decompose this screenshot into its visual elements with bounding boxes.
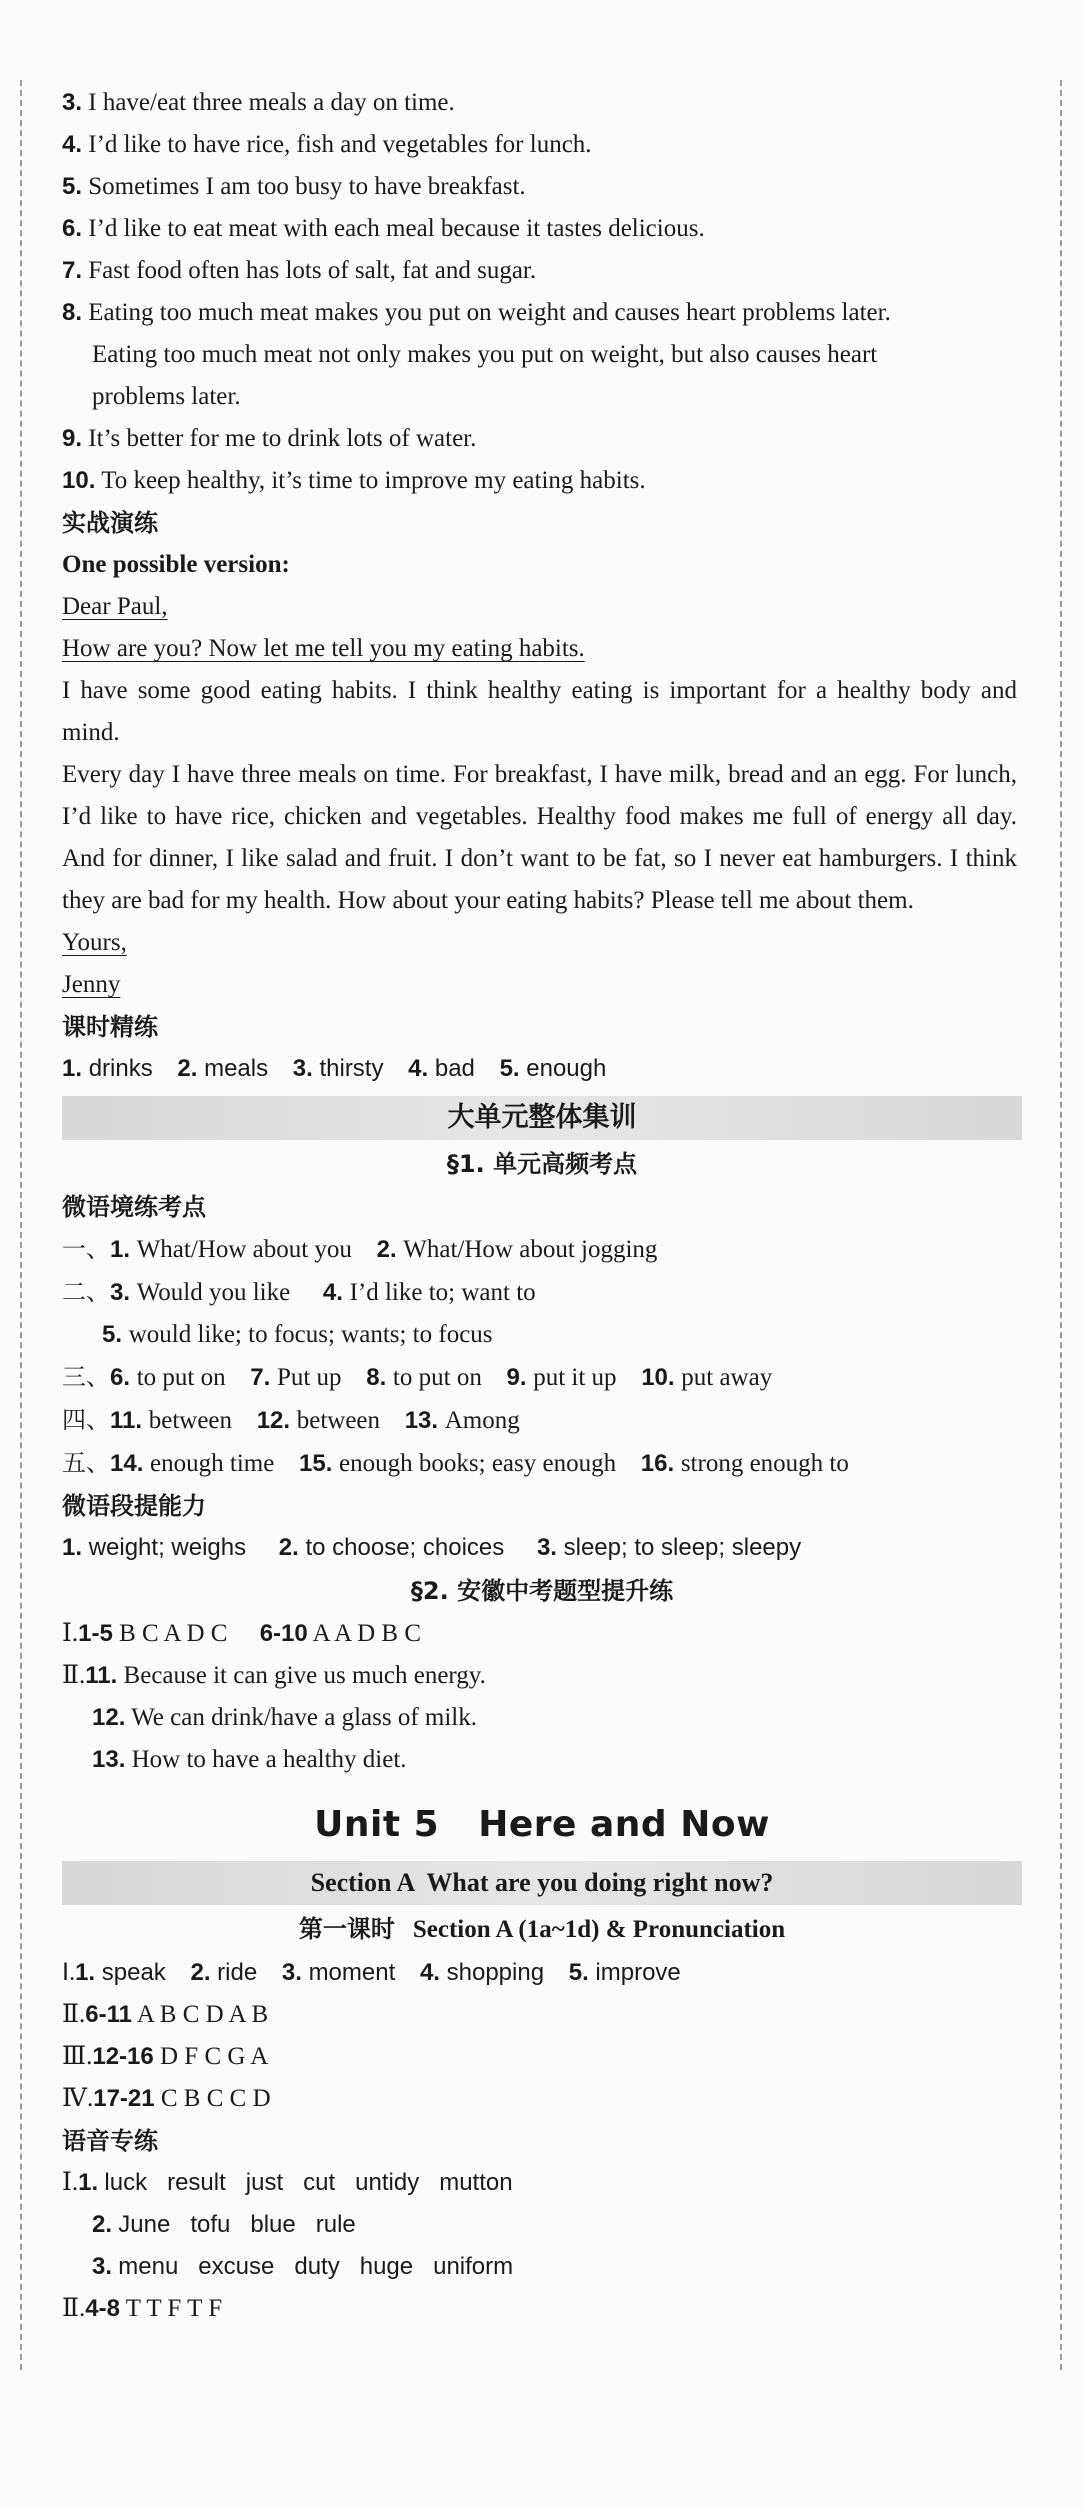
u5-row-1: Ⅰ.1. speak 2. ride 3. moment 4. shopping 5. improve	[62, 1959, 681, 1986]
yuyin-heading: 语音专练	[62, 2127, 158, 2155]
unit-title: Unit 5 Here and Now	[314, 1804, 770, 1845]
answer-line-continuation: problems later.	[92, 383, 241, 410]
answer-line: 5. Sometimes I am too busy to have breakfast.	[62, 173, 526, 200]
big-unit-banner: 大单元整体集训	[62, 1096, 1022, 1140]
answer-line: 6. I’d like to eat meat with each meal because it tastes delicious.	[62, 215, 705, 242]
letter-greeting: Dear Paul,	[62, 593, 168, 620]
kaodian-row: 二、3. Would you like 4. I’d like to; want to	[62, 1278, 536, 1306]
kaodian-row: 四、11. between 12. between 13. Among	[62, 1406, 520, 1434]
yuyin-row: 2. June tofu blue rule	[92, 2211, 356, 2238]
u5-row-4: Ⅳ.17-21 C B C C D	[62, 2085, 271, 2112]
duan-heading: 微语段提能力	[62, 1492, 206, 1520]
s2-row: 13. How to have a healthy diet.	[92, 1746, 407, 1773]
version-label: One possible version:	[62, 551, 290, 578]
answer-line-continuation: Eating too much meat not only makes you put on weight, but also causes heart	[92, 341, 878, 368]
kaodian-row: 一、1. What/How about you 2. What/How about jogging	[62, 1235, 658, 1263]
section-a-banner: Section A What are you doing right now?	[62, 1861, 1022, 1905]
kaodian-row: 5. would like; to focus; wants; to focus	[102, 1321, 493, 1348]
answer-line: 10. To keep healthy, it’s time to improve my eating habits.	[62, 467, 646, 494]
letter-paragraph-2: Every day I have three meals on time. For breakfast, I have milk, bread and an egg. For lunch, I’d like to have rice, chicken and vegetables. Healthy food makes me full of energy all day. And for dinner, I like salad and fruit. I don’t want to be fat, so I never eat hamburgers. I think they are bad for my health. How about your eating habits? Please tell me about them.	[62, 761, 1017, 914]
section-1-title: §1. 单元高频考点	[446, 1150, 638, 1178]
yuyin-row: 3. menu excuse duty huge uniform	[92, 2253, 514, 2280]
shizhan-heading: 实战演练	[62, 509, 158, 537]
s2-row: 12. We can drink/have a glass of milk.	[92, 1704, 477, 1731]
answer-line: 4. I’d like to have rice, fish and vegetables for lunch.	[62, 131, 592, 158]
kaodian-row: 三、6. to put on 7. Put up 8. to put on 9. put it up 10. put away	[62, 1363, 773, 1391]
keshi-heading: 课时精练	[62, 1013, 158, 1041]
kaodian-row: 五、14. enough time 15. enough books; easy enough 16. strong enough to	[62, 1449, 849, 1477]
lesson-title: 第一课时 Section A (1a~1d) & Pronunciation	[298, 1915, 786, 1943]
answer-line: 8. Eating too much meat makes you put on weight and causes heart problems later.	[62, 299, 891, 326]
answer-line: 3. I have/eat three meals a day on time.	[62, 89, 455, 116]
section-2-title: §2. 安徽中考题型提升练	[410, 1577, 674, 1605]
sentence-answers	[62, 82, 1022, 502]
keshi-answers: 1. drinks 2. meals 3. thirsty 4. bad 5. enough	[62, 1055, 607, 1082]
letter-opening: How are you? Now let me tell you my eating habits.	[62, 635, 585, 662]
s2-row-2: Ⅱ.11. Because it can give us much energy.	[62, 1662, 486, 1689]
right-dashed-margin	[1060, 80, 1062, 2370]
letter-signature: Jenny	[62, 971, 121, 998]
u5-row-2: Ⅱ.6-11 A B C D A B	[62, 2001, 269, 2028]
s2-row-1: Ⅰ.1-5 B C A D C 6-10 A A D B C	[62, 1620, 421, 1647]
duan-answers: 1. weight; weighs 2. to choose; choices 3. sleep; to sleep; sleepy	[62, 1534, 802, 1561]
weiyu-heading: 微语境练考点	[62, 1193, 206, 1221]
left-dashed-margin	[20, 80, 22, 2370]
u5-last-row: Ⅱ.4-8 T T F T F	[62, 2295, 223, 2322]
yuyin-row: Ⅰ.1. luck result just cut untidy mutton	[62, 2169, 513, 2196]
letter-paragraph-1: I have some good eating habits. I think healthy eating is important for a healthy body and mind.	[62, 677, 1017, 746]
answer-content	[62, 82, 1022, 2330]
letter-closing: Yours,	[62, 929, 127, 956]
answer-line: 7. Fast food often has lots of salt, fat and sugar.	[62, 257, 537, 284]
u5-row-3: Ⅲ.12-16 D F C G A	[62, 2043, 269, 2070]
answer-line: 9. It’s better for me to drink lots of water.	[62, 425, 477, 452]
